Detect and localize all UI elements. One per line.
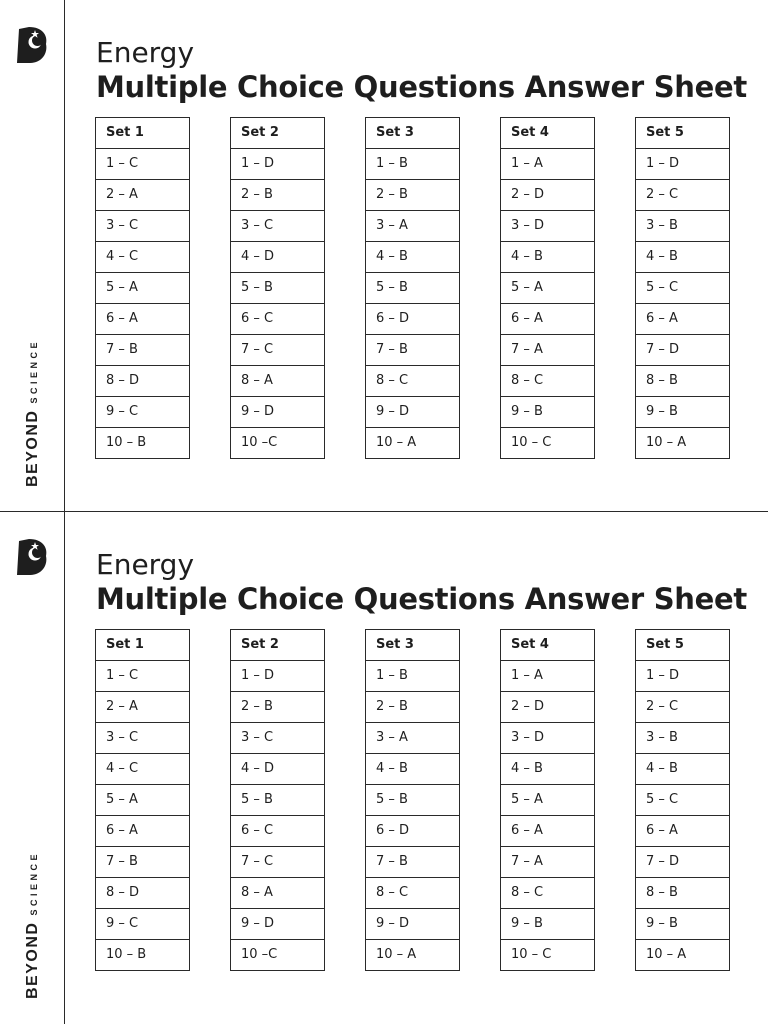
answer-cell: 1 – D (636, 661, 730, 692)
beyond-logo-icon (15, 537, 51, 577)
answer-cell: 2 – B (366, 180, 460, 211)
answer-cell: 8 – C (501, 366, 595, 397)
answer-cell: 10 – C (501, 428, 595, 459)
answer-cell: 4 – D (231, 242, 325, 273)
answer-cell: 4 – B (501, 754, 595, 785)
answer-cell: 5 – B (366, 785, 460, 816)
answer-cell: 4 – B (366, 242, 460, 273)
answer-set-table (500, 629, 595, 971)
answer-cell: 10 –C (231, 428, 325, 459)
answer-cell: 7 – C (231, 847, 325, 878)
answer-cell: 3 – A (366, 211, 460, 242)
answer-cell: 7 – A (501, 335, 595, 366)
answer-cell: 5 – B (231, 785, 325, 816)
answer-cell: 7 – D (636, 335, 730, 366)
brand-vertical-text (24, 339, 42, 487)
answer-sheet-top (0, 0, 768, 511)
set-header: Set 3 (366, 118, 460, 149)
answer-cell: 10 – A (366, 428, 460, 459)
answer-cell: 6 – D (366, 816, 460, 847)
answer-cell: 2 – A (96, 692, 190, 723)
set-header: Set 4 (501, 630, 595, 661)
answer-cell: 5 – A (96, 785, 190, 816)
page-title: Multiple Choice Questions Answer Sheet (96, 582, 747, 616)
answer-cell: 8 – C (366, 878, 460, 909)
answer-cell: 7 – B (366, 335, 460, 366)
answer-cell: 8 – C (501, 878, 595, 909)
set-header: Set 2 (231, 630, 325, 661)
answer-cell: 7 – C (231, 335, 325, 366)
set-header: Set 1 (96, 118, 190, 149)
answer-cell: 8 – D (96, 366, 190, 397)
answer-cell: 9 – D (231, 909, 325, 940)
set-header: Set 5 (636, 118, 730, 149)
answer-cell: 9 – C (96, 909, 190, 940)
answer-cell: 4 – B (636, 242, 730, 273)
answer-cell: 5 – A (501, 273, 595, 304)
subject-heading: Energy (96, 548, 195, 581)
answer-cell: 5 – C (636, 273, 730, 304)
answer-cell: 1 – D (636, 149, 730, 180)
answer-cell: 6 – C (231, 816, 325, 847)
answer-cell: 4 – C (96, 242, 190, 273)
set-header: Set 4 (501, 118, 595, 149)
answer-set-table (365, 629, 460, 971)
answer-cell: 9 – B (636, 909, 730, 940)
answer-cell: 7 – B (96, 335, 190, 366)
answer-cell: 10 – B (96, 428, 190, 459)
answer-cell: 2 – D (501, 692, 595, 723)
answer-cell: 1 – C (96, 661, 190, 692)
answer-set-table (95, 117, 190, 459)
answer-set-table (635, 629, 730, 971)
answer-set-table (500, 117, 595, 459)
brand-sub: SCIENCE (29, 339, 39, 404)
answer-cell: 6 – A (96, 304, 190, 335)
answer-cell: 3 – C (231, 211, 325, 242)
answer-set-table (635, 117, 730, 459)
answer-set-table (95, 629, 190, 971)
answer-set-table (230, 117, 325, 459)
answer-cell: 1 – D (231, 149, 325, 180)
answer-cell: 4 – C (96, 754, 190, 785)
answer-cell: 3 – D (501, 211, 595, 242)
answer-cell: 6 – D (366, 304, 460, 335)
answer-cell: 6 – A (96, 816, 190, 847)
answer-cell: 9 – B (501, 909, 595, 940)
brand-name: BEYOND (24, 409, 41, 487)
answer-cell: 10 – B (96, 940, 190, 971)
answer-cell: 2 – B (366, 692, 460, 723)
brand-name: BEYOND (24, 921, 41, 999)
answer-cell: 9 – B (501, 397, 595, 428)
answer-cell: 3 – D (501, 723, 595, 754)
answer-cell: 2 – B (231, 180, 325, 211)
answer-cell: 10 –C (231, 940, 325, 971)
answer-cell: 8 – B (636, 366, 730, 397)
set-header: Set 2 (231, 118, 325, 149)
answer-cell: 3 – A (366, 723, 460, 754)
answer-cell: 9 – D (366, 397, 460, 428)
answer-cell: 7 – B (366, 847, 460, 878)
answer-cell: 6 – A (501, 816, 595, 847)
answer-cell: 8 – A (231, 878, 325, 909)
answer-cell: 3 – C (96, 723, 190, 754)
answer-cell: 6 – A (636, 304, 730, 335)
answer-cell: 10 – A (366, 940, 460, 971)
answer-cell: 6 – C (231, 304, 325, 335)
answer-cell: 5 – B (231, 273, 325, 304)
answer-cell: 3 – B (636, 211, 730, 242)
answer-cell: 8 – B (636, 878, 730, 909)
answer-cell: 1 – D (231, 661, 325, 692)
answer-cell: 2 – C (636, 180, 730, 211)
answer-cell: 3 – B (636, 723, 730, 754)
answer-cell: 7 – B (96, 847, 190, 878)
subject-heading: Energy (96, 36, 195, 69)
answer-cell: 1 – A (501, 661, 595, 692)
brand-vertical-text (24, 851, 42, 999)
answer-cell: 10 – A (636, 940, 730, 971)
answer-cell: 1 – B (366, 149, 460, 180)
answer-cell: 4 – B (636, 754, 730, 785)
answer-cell: 10 – C (501, 940, 595, 971)
answer-cell: 3 – C (96, 211, 190, 242)
answer-cell: 9 – D (231, 397, 325, 428)
answer-cell: 9 – B (636, 397, 730, 428)
answer-cell: 8 – A (231, 366, 325, 397)
answer-cell: 5 – A (501, 785, 595, 816)
answer-cell: 4 – B (366, 754, 460, 785)
answer-cell: 8 – D (96, 878, 190, 909)
answer-cell: 4 – B (501, 242, 595, 273)
answer-cell: 5 – A (96, 273, 190, 304)
answer-cell: 1 – C (96, 149, 190, 180)
answer-cell: 1 – A (501, 149, 595, 180)
set-header: Set 1 (96, 630, 190, 661)
answer-cell: 2 – B (231, 692, 325, 723)
answer-cell: 6 – A (636, 816, 730, 847)
answer-cell: 2 – C (636, 692, 730, 723)
answer-cell: 10 – A (636, 428, 730, 459)
set-header: Set 3 (366, 630, 460, 661)
answer-cell: 9 – C (96, 397, 190, 428)
set-header: Set 5 (636, 630, 730, 661)
answer-cell: 7 – A (501, 847, 595, 878)
answer-cell: 5 – B (366, 273, 460, 304)
answer-cell: 2 – D (501, 180, 595, 211)
answer-cell: 2 – A (96, 180, 190, 211)
answer-cell: 6 – A (501, 304, 595, 335)
brand-sub: SCIENCE (29, 851, 39, 916)
answer-set-table (365, 117, 460, 459)
answer-cell: 9 – D (366, 909, 460, 940)
answer-cell: 3 – C (231, 723, 325, 754)
answer-sheet-bottom (0, 512, 768, 1023)
answer-cell: 5 – C (636, 785, 730, 816)
page-title: Multiple Choice Questions Answer Sheet (96, 70, 747, 104)
answer-set-table (230, 629, 325, 971)
answer-cell: 4 – D (231, 754, 325, 785)
answer-cell: 1 – B (366, 661, 460, 692)
answer-cell: 7 – D (636, 847, 730, 878)
beyond-logo-icon (15, 25, 51, 65)
answer-cell: 8 – C (366, 366, 460, 397)
